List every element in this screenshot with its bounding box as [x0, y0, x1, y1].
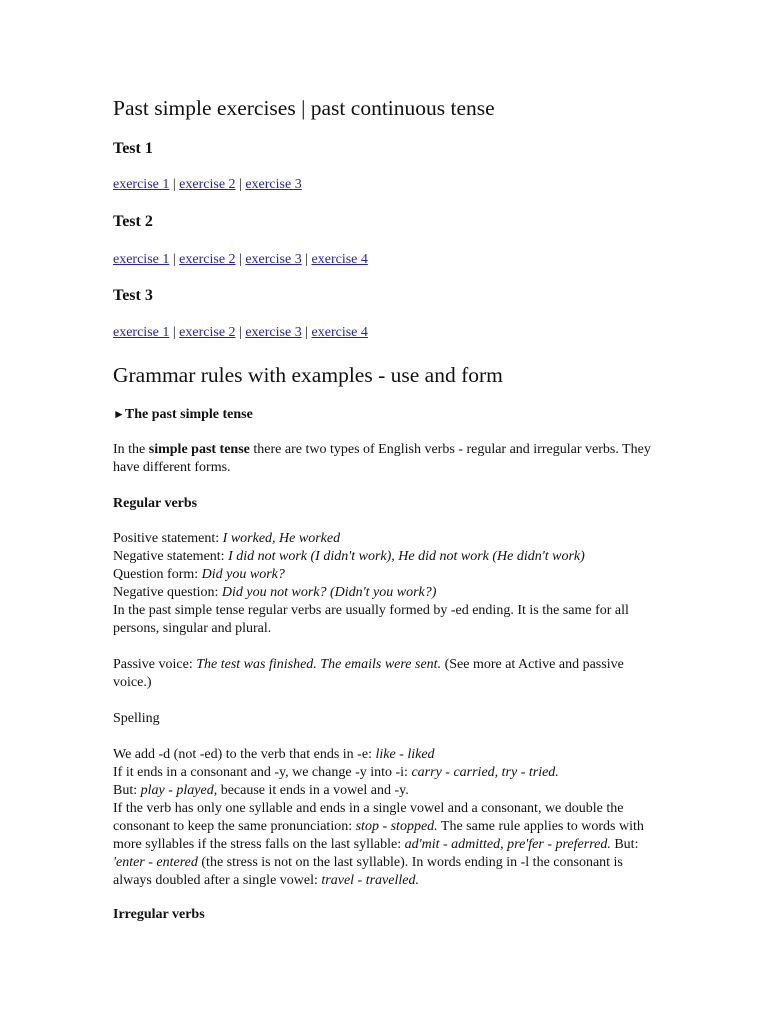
test-2-exercise-2-link[interactable]: exercise 2 — [179, 252, 236, 267]
test-3-title: Test 3 — [113, 287, 153, 304]
test-2-exercise-1-link[interactable]: exercise 1 — [113, 252, 170, 267]
negative-question-line: Negative question: Did you not work? (Didn't you work?) — [113, 585, 437, 600]
test-2-exercise-4-link[interactable]: exercise 4 — [311, 252, 368, 267]
positive-statement-line: Positive statement: I worked, He worked — [113, 531, 341, 546]
spelling-rule-1: We add -d (not -ed) to the verb that ends in -e: like - liked — [113, 747, 435, 762]
test-2-title: Test 2 — [113, 213, 153, 230]
past-simple-intro: In the simple past tense there are two types of English verbs - regular and irregular verbs. They have different forms. — [113, 442, 651, 475]
test-1-exercise-3-link[interactable]: exercise 3 — [245, 177, 302, 192]
triangle-right-icon: ► — [113, 407, 125, 421]
test-3-exercise-1-link[interactable]: exercise 1 — [113, 325, 170, 340]
spelling-heading: Spelling — [113, 711, 160, 726]
spelling-rule-2: If it ends in a consonant and -y, we change -y into -i: carry - carried, try - tried. — [113, 765, 559, 780]
regular-verbs-body — [113, 530, 658, 638]
test-1-exercise-1-link[interactable]: exercise 1 — [113, 177, 170, 192]
regular-verbs-heading: Regular verbs — [113, 496, 198, 511]
test-3-exercise-2-link[interactable]: exercise 2 — [179, 325, 236, 340]
spelling-body — [113, 746, 658, 890]
test-1-title: Test 1 — [113, 140, 153, 157]
test-3-links: exercise 1 | exercise 2 | exercise 3 | exercise 4 — [113, 325, 368, 340]
test-1-links: exercise 1 | exercise 2 | exercise 3 — [113, 177, 302, 192]
question-form-line: Question form: Did you work? — [113, 567, 285, 582]
spelling-rule-4: If the verb has only one syllable and ends in a single vowel and a consonant, we double the consonant to keep the same pronunciation: stop - stopped. The same rule applies to words with more syllables if the stress falls on the last syllable: ad'mit - admitted, pre'fer - preferred. But: 'enter - entered (the stress is not on the last syllable). In words ending in -l the consonant is always doubled after a single vowel: travel - travelled. — [113, 801, 644, 888]
passive-voice-line: Passive voice: The test was finished. The emails were sent. (See more at Active and passive voice.) — [113, 657, 624, 690]
negative-statement-line: Negative statement: I did not work (I didn't work), He did not work (He didn't work) — [113, 549, 585, 564]
spelling-rule-3: But: play - played, because it ends in a vowel and -y. — [113, 783, 409, 798]
formation-text: In the past simple tense regular verbs are usually formed by -ed ending. It is the same for all persons, singular and plural. — [113, 603, 629, 636]
simple-past-bold: simple past tense — [148, 442, 250, 457]
test-1-exercise-2-link[interactable]: exercise 2 — [179, 177, 236, 192]
grammar-title: Grammar rules with examples - use and form — [113, 363, 503, 387]
test-2-links: exercise 1 | exercise 2 | exercise 3 | exercise 4 — [113, 252, 368, 267]
past-simple-heading — [113, 405, 658, 424]
past-simple-heading-text: The past simple tense — [124, 407, 253, 422]
test-3-exercise-4-link[interactable]: exercise 4 — [311, 325, 368, 340]
page-title: Past simple exercises | past continuous tense — [113, 96, 495, 120]
irregular-verbs-heading: Irregular verbs — [113, 907, 205, 922]
test-2-exercise-3-link[interactable]: exercise 3 — [245, 252, 302, 267]
test-3-exercise-3-link[interactable]: exercise 3 — [245, 325, 302, 340]
